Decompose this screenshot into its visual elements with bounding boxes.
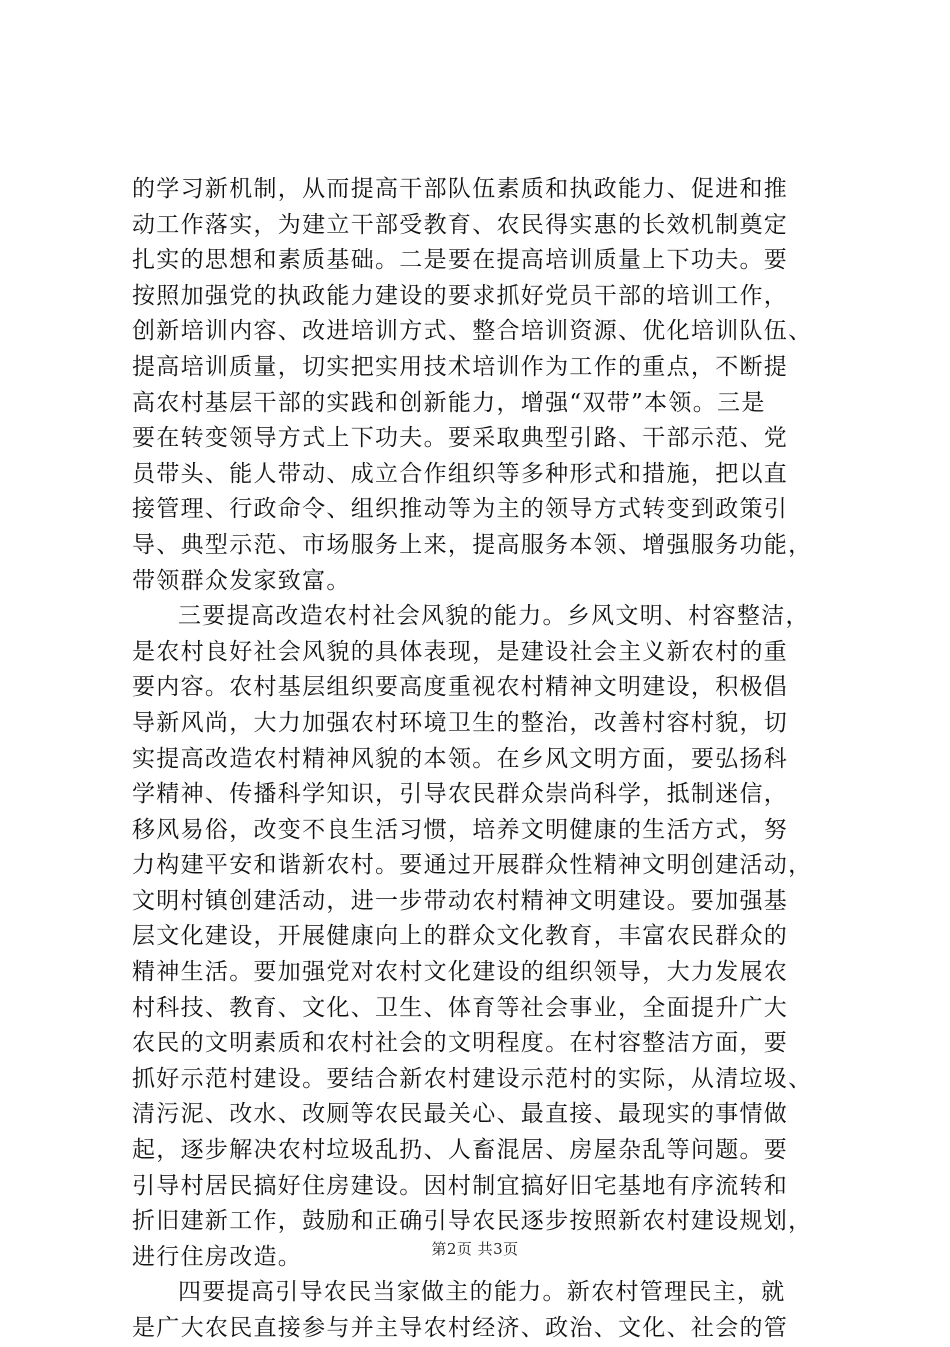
text-line: 村科技、教育、文化、卫生、体育等社会事业，全面提升广大 [132, 994, 789, 1021]
text-line: 动工作落实，为建立干部受教育、农民得实惠的长效机制奠定 [132, 211, 789, 238]
paragraph-start-line: 四要提高引导农民当家做主的能力。新农村管理民主，就 [178, 1279, 786, 1306]
text-line: 折旧建新工作，鼓励和正确引导农民逐步按照新农村建设规划， [132, 1208, 813, 1235]
text-line: 按照加强党的执政能力建设的要求抓好党员干部的培训工作， [132, 282, 789, 309]
text-line: 引导村居民搞好住房建设。因村制宜搞好旧宅基地有序流转和 [132, 1172, 789, 1199]
text-line: 要内容。农村基层组织要高度重视农村精神文明建设，积极倡 [132, 674, 789, 701]
text-line: 接管理、行政命令、组织推动等为主的领导方式转变到政策引 [132, 496, 789, 523]
document-body [132, 172, 852, 1347]
text-line: 高农村基层干部的实践和创新能力，增强“双带”本领。三是 [132, 389, 766, 416]
text-line: 力构建平安和谐新农村。要通过开展群众性精神文明创建活动， [132, 852, 813, 879]
page-number-footer: 第2页 共3页 [431, 1240, 519, 1258]
text-line: 员带头、能人带动、成立合作组织等多种形式和措施，把以直 [132, 460, 789, 487]
text-line: 扎实的思想和素质基础。二是要在提高培训质量上下功夫。要 [132, 247, 789, 274]
text-line: 创新培训内容、改进培训方式、整合培训资源、优化培训队伍、 [132, 318, 813, 345]
text-line: 导新风尚，大力加强农村环境卫生的整治，改善村容村貌，切 [132, 709, 789, 736]
text-line: 带领群众发家致富。 [132, 567, 351, 594]
text-line: 精神生活。要加强党对农村文化建设的组织领导，大力发展农 [132, 959, 789, 986]
text-line: 层文化建设，开展健康向上的群众文化教育，丰富农民群众的 [132, 923, 789, 950]
text-line: 文明村镇创建活动，进一步带动农村精神文明建设。要加强基 [132, 887, 789, 914]
text-line: 是农村良好社会风貌的具体表现，是建设社会主义新农村的重 [132, 638, 789, 665]
text-line: 进行住房改造。 [132, 1243, 303, 1270]
text-line: 实提高改造农村精神风貌的本领。在乡风文明方面，要弘扬科 [132, 745, 789, 772]
text-line: 提高培训质量，切实把实用技术培训作为工作的重点，不断提 [132, 353, 789, 380]
paragraph-start-line: 三要提高改造农村社会风貌的能力。乡风文明、村容整洁， [178, 603, 810, 630]
text-line: 的学习新机制，从而提高干部队伍素质和执政能力、促进和推 [132, 176, 789, 202]
text-line: 导、典型示范、市场服务上来，提高服务本领、增强服务功能， [132, 531, 813, 558]
text-line: 起，逐步解决农村垃圾乱扔、人畜混居、房屋杂乱等问题。要 [132, 1137, 789, 1164]
text-line: 是广大农民直接参与并主导农村经济、政治、文化、社会的管 [132, 1315, 789, 1341]
text-line: 清污泥、改水、改厕等农民最关心、最直接、最现实的事情做 [132, 1101, 789, 1128]
text-line: 农民的文明素质和农村社会的文明程度。在村容整洁方面，要 [132, 1030, 789, 1057]
text-line: 抓好示范村建设。要结合新农村建设示范村的实际，从清垃圾、 [132, 1065, 813, 1092]
text-line: 学精神、传播科学知识，引导农民群众崇尚科学，抵制迷信， [132, 781, 789, 808]
text-line: 要在转变领导方式上下功夫。要采取典型引路、干部示范、党 [132, 425, 789, 452]
text-line: 移风易俗，改变不良生活习惯，培养文明健康的生活方式，努 [132, 816, 789, 843]
